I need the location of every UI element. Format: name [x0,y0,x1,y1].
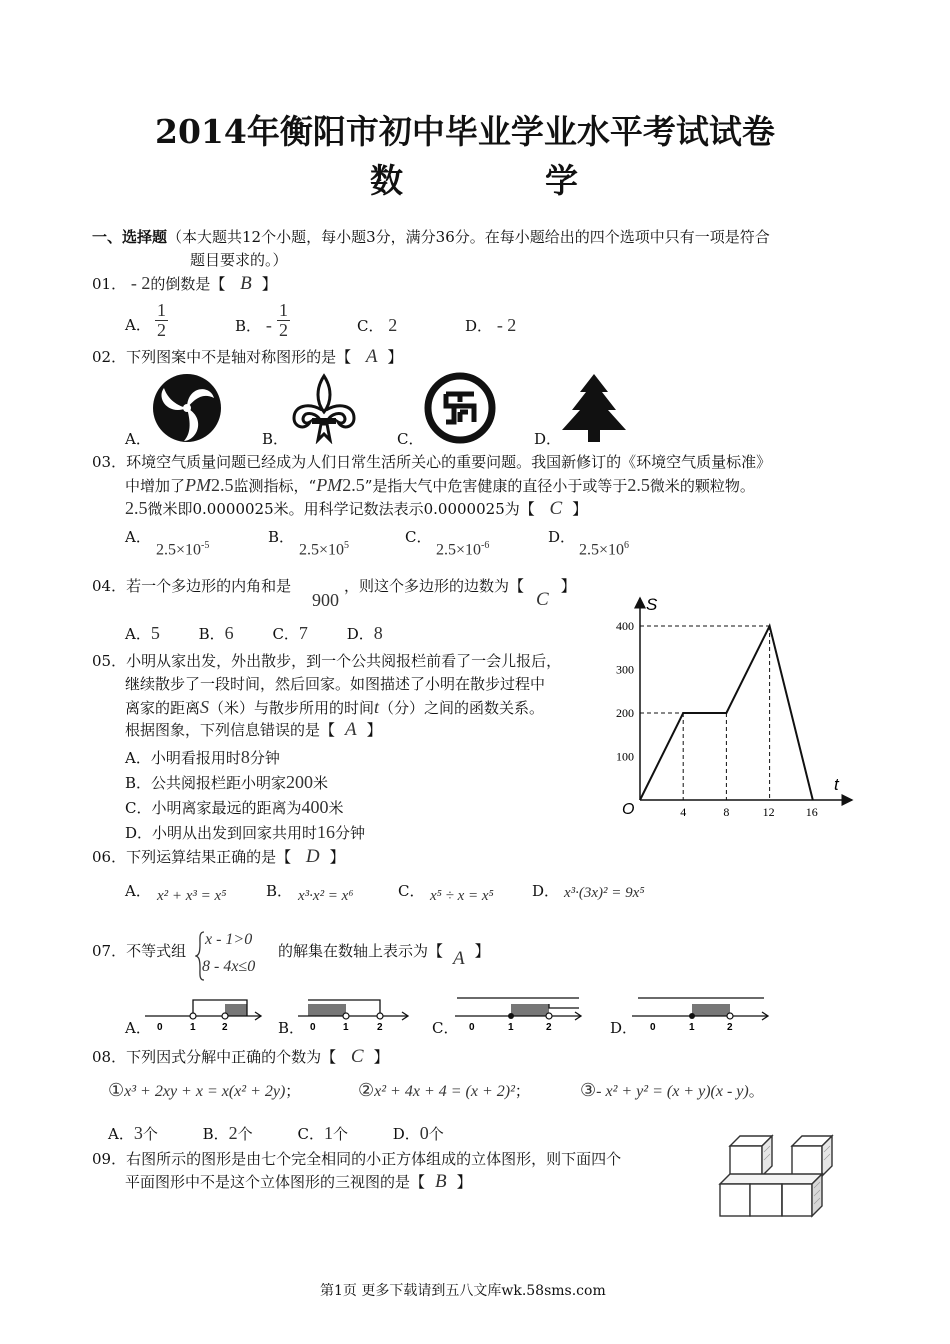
q9-number: 09． [92,1150,127,1168]
shade [225,1004,247,1016]
q2-close: 】 [387,348,403,366]
question-5-line-4 [125,719,382,741]
sign: - [265,315,272,335]
opt-text: C．小明离家最远的距离为 [125,799,302,817]
q5-text-1: 小明从家出发，外出散步，到一个公共阅报栏前看了一会儿报后， [126,652,562,670]
opt-label: D． [465,317,493,335]
var-s: S [200,697,210,717]
q3-option-b [299,540,349,559]
q4-text-a: 若一个多边形的内角和是 [126,577,292,595]
frac-den: 2 [157,320,166,340]
q8-close: 】 [373,1048,389,1066]
q8-expr-1 [108,1080,300,1102]
circle-num-2: ② [358,1080,375,1100]
q9-close: 】 [456,1173,472,1191]
q8-expr-3 [580,1080,764,1102]
opt-label: B． [235,317,262,335]
q2-text: 下列图案中不是轴对称图形的是【 [126,348,352,366]
q3-close: 】 [572,500,588,518]
section-title: 一、选择题 [92,228,168,246]
q1-b-frac [277,301,290,340]
sci-base: 2.5×10 [579,541,625,559]
number-line-b [298,994,413,1034]
question-7 [92,940,186,962]
q3-option-d-label: D． [548,528,576,546]
q9-text-1: 右图所示的图形是由七个完全相同的小正方体组成的立体图形，则下面四个 [126,1150,622,1168]
y-tick-label: 300 [616,662,634,677]
q3-text-2b: 监测指标，“ [233,477,317,495]
page-footer: 第1页 更多下载请到五八文库wk.58sms.com [320,1283,606,1299]
opt-unit: 个 [237,1125,253,1143]
tick-0: 0 [157,1022,163,1033]
tick-0: 0 [650,1022,656,1033]
question-3-line-2 [125,474,755,497]
q3-text-2d: 微米的颗粒物。 [649,477,755,495]
question-4 [92,575,291,597]
q3-option-a [156,540,209,559]
q3-option-c-label: C． [405,528,432,546]
q6-option-c-label: C． [398,882,425,900]
number-line-c [455,990,585,1034]
opt-label: B． [202,1125,229,1143]
opt-value: 8 [240,747,250,767]
question-8 [92,1046,389,1068]
circle-num-1: ① [108,1080,125,1100]
q2-number: 02． [92,348,127,366]
swirl-figure [150,372,224,444]
q5-number: 05． [92,652,127,670]
origin-label: O [622,801,635,818]
q6-option-a: x² + x³ = x⁵ [157,888,227,904]
tick-2: 2 [222,1022,228,1033]
series-line [640,626,813,800]
opt-value: 200 [286,772,314,792]
q1-a-frac [155,301,168,340]
q5-option-b [125,771,328,794]
opt-unit: 个 [428,1125,444,1143]
frac-num: 1 [157,300,166,320]
q3-text-1: 环境空气质量问题已经成为人们日常生活所关心的重要问题。我国新修订的《环境空气质量标准》 [126,453,772,471]
q3-number: 03． [92,453,127,471]
pm-value: 2.5 [342,475,365,495]
opt-text: B．公共阅报栏距小明家 [125,774,287,792]
pm-label: PM [316,475,343,495]
q7-option-b: B． [278,1019,305,1037]
q5-text-2: 继续散步了一段时间，然后回家。如图描述了小明在散步过程中 [125,675,546,693]
q3-value: 2.5 [125,498,148,518]
sci-base: 2.5×10 [436,541,482,559]
pm-label: PM [185,475,212,495]
q7-text-b: 的解集在数轴上表示为【 [278,942,444,960]
q7-inequality-2: 8 - 4x≤0 [202,958,256,975]
opt-label: A． [125,316,151,334]
q1-option-d [465,314,516,337]
q3-answer: C [549,498,563,519]
q2-option-b: B． [262,430,289,448]
q1-text: 的倒数是【 [150,275,226,293]
opt-label: C． [272,625,299,643]
q4-options [125,622,383,645]
q9-answer: B [435,1171,447,1192]
q5-text-3b: （米）与散步所用的时间 [209,699,375,717]
q5-close: 】 [366,721,382,739]
q7-option-a: A． [125,1019,151,1037]
q1-answer: B [240,273,252,294]
q4-answer: C [536,589,549,610]
sci-exp: -6 [481,540,490,551]
fleur-de-lis-figure [288,372,360,444]
subject-char-1: 数 [370,161,403,200]
q3-option-a-label: A． [125,528,151,546]
q7-text-a: 不等式组 [126,942,187,960]
question-6 [92,846,345,868]
q6-close: 】 [329,848,345,866]
q3-value: 2.5 [627,475,650,495]
opt-value: - 2 [496,315,517,335]
subject-char-2: 学 [545,161,578,200]
sci-base: 2.5×10 [156,541,202,559]
opt-unit: 米 [313,774,329,792]
q5-text-3c: （分）之间的函数关系。 [379,699,545,717]
punct: ； [285,1082,301,1100]
question-2 [92,346,403,368]
tick-1: 1 [689,1022,695,1033]
q3-text-2c: ”是指大气中危害健康的直径小于或等于 [364,477,628,495]
opt-value: 8 [373,623,383,643]
expr: - x² + y² = (x + y)(x - y) [596,1083,749,1100]
opt-value: 6 [224,623,234,643]
opt-value: 0 [419,1123,429,1143]
q3-text-3: 微米即0.0000025米。用科学记数法表示0.0000025为【 [147,500,535,518]
question-3-line-3 [125,497,587,520]
q3-text-2a: 中增加了 [125,477,186,495]
q2-option-a: A． [125,430,151,448]
q8-options [108,1122,444,1145]
q5-text-4: 根据图象，下列信息错误的是【 [125,721,336,739]
q6-text: 下列运算结果正确的是【 [126,848,292,866]
q4-value: 900 [312,590,339,610]
q7-close: 】 [474,942,490,960]
opt-text: A．小明看报用时 [125,749,241,767]
distance-time-chart [600,592,860,822]
opt-value: 3 [133,1123,143,1143]
opt-label: A． [125,625,151,643]
opt-unit: 个 [332,1125,348,1143]
opt-text: D．小明从出发到回家共用时 [125,824,318,842]
question-3-line-1 [92,451,771,473]
q8-expr-2 [358,1080,530,1102]
q5-option-d [125,821,365,844]
expr: x² + 4x + 4 = (x + 2)² [374,1083,515,1100]
frac-den: 2 [279,320,288,340]
var-t: t [374,697,380,717]
q2-option-c: C． [397,430,424,448]
q5-option-a [125,746,280,769]
opt-label: C． [357,317,384,335]
exam-title: 2014年衡阳市初中毕业学业水平考试试卷 [155,112,775,151]
q6-option-d-label: D． [532,882,560,900]
y-axis-label: S [646,595,658,614]
q2-option-d: D． [534,430,562,448]
tick-1: 1 [508,1022,514,1033]
question-5-line-3 [125,696,544,719]
question-9-line-1 [92,1148,621,1170]
q6-option-d: x³·(3x)² = 9x⁵ [564,885,645,901]
q4-close: 】 [560,577,576,595]
tick-0: 0 [469,1022,475,1033]
q1-option-c [357,314,397,337]
q5-answer: A [345,719,357,740]
opt-label: A． [108,1125,134,1143]
tick-2: 2 [377,1022,383,1033]
frac-num: 1 [279,300,288,320]
tick-2: 2 [727,1022,733,1033]
punct: ； [514,1082,530,1100]
q1-option-b [235,314,272,337]
q4-text-b-wrap [344,575,576,610]
opt-label: B． [198,625,225,643]
tick-0: 0 [310,1022,316,1033]
x-axis-label: t [834,775,839,794]
q3-option-b-label: B． [268,528,295,546]
y-tick-label: 100 [616,749,634,764]
q1-expr: - 2 [130,273,151,293]
tick-1: 1 [190,1022,196,1033]
number-line-d [632,990,772,1034]
sci-exp: -5 [201,540,210,551]
opt-value: 400 [301,797,329,817]
q7-option-d: D． [610,1019,638,1037]
q8-number: 08． [92,1048,127,1066]
opt-value: 1 [323,1123,333,1143]
sci-base: 2.5×10 [299,541,345,559]
q3-option-c [436,540,489,559]
opt-unit: 个 [142,1125,158,1143]
shade [692,1004,730,1016]
opt-value: 2 [228,1123,238,1143]
shade [308,1004,346,1016]
q6-option-b: x³·x² = x⁶ [298,888,354,904]
q7-text-b-wrap [278,940,490,969]
q6-number: 06． [92,848,127,866]
sci-exp: 6 [624,540,630,551]
tick-1: 1 [343,1022,349,1033]
opt-label: D． [392,1125,420,1143]
opt-value: 7 [298,623,308,643]
expr: x³ + 2xy + x = x(x² + 2y) [124,1083,286,1100]
q7-number: 07． [92,942,127,960]
q2-answer: A [365,346,378,367]
x-tick-label: 4 [680,805,687,819]
q3-option-d [579,540,629,559]
q1-close: 】 [261,275,277,293]
x-tick-label: 16 [805,805,818,819]
q9-text-2: 平面图形中不是这个立体图形的三视图的是【 [125,1173,426,1191]
circle-num-3: ③ [580,1080,597,1100]
question-5-line-1 [92,650,561,672]
q4-text-b: ，则这个多边形的边数为【 [344,577,525,595]
shade [511,1004,549,1016]
opt-value: 16 [317,822,336,842]
sci-exp: 5 [344,540,350,551]
question-1 [92,272,277,295]
q6-option-b-label: B． [266,882,293,900]
opt-label: D． [346,625,374,643]
number-line-a [145,994,265,1034]
section-note-1: （本大题共12个小题，每小题3分，满分36分。在每小题给出的四个选项中只有一项是符合 [167,228,770,246]
q6-option-c: x⁵ ÷ x = x⁵ [430,888,494,904]
q4-number: 04． [92,577,127,595]
section-note-2: 题目要求的。） [190,251,288,269]
y-tick-label: 400 [616,619,634,633]
opt-label: C． [297,1125,324,1143]
opt-value: 5 [150,623,160,643]
bank-logo-figure [424,372,496,444]
opt-unit: 分钟 [249,749,280,767]
tick-2: 2 [546,1022,552,1033]
section-heading [92,226,770,248]
cube-stack-figure [718,1132,836,1218]
x-tick-label: 8 [723,805,730,819]
q6-option-a-label: A． [125,882,151,900]
question-9-line-2 [125,1171,472,1193]
punct: 。 [748,1082,764,1100]
q8-text: 下列因式分解中正确的个数为【 [126,1048,337,1066]
q8-answer: C [350,1046,364,1067]
q7-inequality-1: x - 1>0 [205,931,253,948]
x-tick-label: 12 [762,805,775,819]
q7-answer: A [453,948,465,969]
q5-text-3a: 离家的距离 [125,699,201,717]
q1-option-a [125,314,151,336]
q7-option-c: C． [432,1019,459,1037]
q1-number: 01． [92,275,127,293]
q5-option-c [125,796,344,819]
y-tick-label: 200 [616,706,634,720]
opt-unit: 分钟 [335,824,366,842]
opt-unit: 米 [328,799,344,817]
q6-answer: D [305,846,320,867]
tree-figure [560,372,628,444]
pm-value: 2.5 [211,475,234,495]
opt-value: 2 [388,315,398,335]
